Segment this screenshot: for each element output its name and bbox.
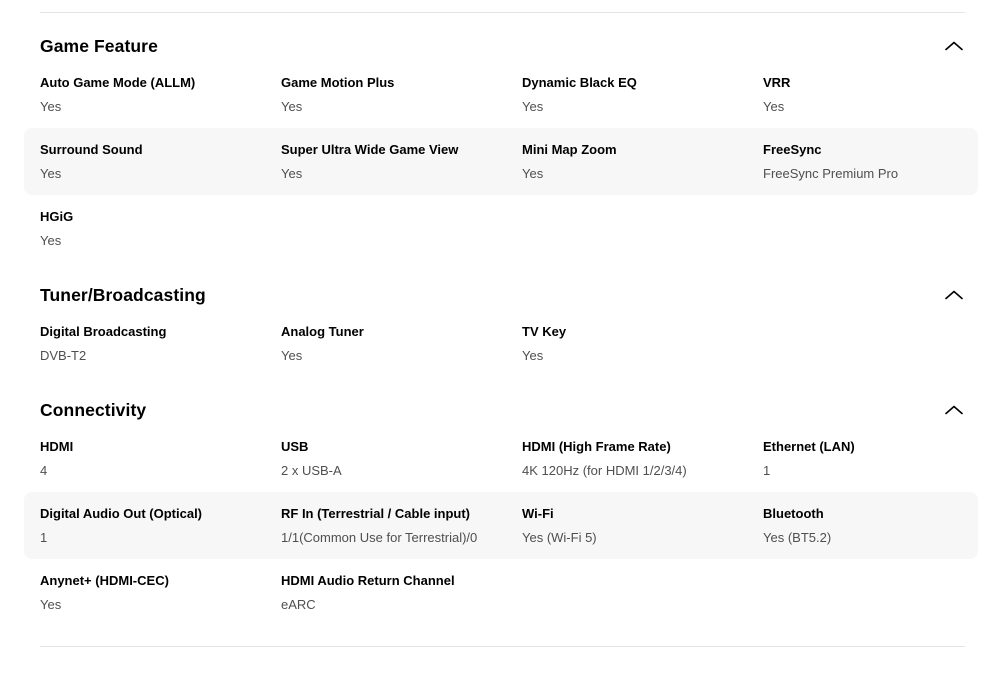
spec-label: Auto Game Mode (ALLM) bbox=[40, 75, 196, 90]
spec-label: Bluetooth bbox=[763, 506, 824, 521]
spec-value: Yes bbox=[522, 348, 544, 363]
spec-item bbox=[281, 439, 522, 479]
spec-item bbox=[522, 75, 763, 115]
spec-value: Yes bbox=[40, 99, 62, 114]
spec-value: Yes bbox=[281, 166, 303, 181]
spec-label: Analog Tuner bbox=[281, 324, 364, 339]
spec-item bbox=[281, 573, 522, 613]
spec-item bbox=[522, 439, 763, 479]
top-divider bbox=[40, 12, 965, 13]
spec-value: 4K 120Hz (for HDMI 1/2/3/4) bbox=[522, 463, 687, 478]
section-header bbox=[40, 397, 965, 423]
spec-item bbox=[281, 506, 522, 546]
spec-item bbox=[281, 324, 522, 364]
spec-value: Yes bbox=[281, 99, 303, 114]
spec-value: DVB-T2 bbox=[40, 348, 87, 363]
spec-value: 2 x USB-A bbox=[281, 463, 342, 478]
bottom-divider bbox=[40, 646, 965, 647]
spec-label: HGiG bbox=[40, 209, 74, 224]
chevron-up-icon bbox=[945, 41, 963, 51]
spec-label: Surround Sound bbox=[40, 142, 143, 157]
section-title: Connectivity bbox=[40, 399, 147, 420]
spec-value: 1 bbox=[763, 463, 771, 478]
spec-label: Mini Map Zoom bbox=[522, 142, 617, 157]
spec-item bbox=[40, 75, 281, 115]
spec-label: Wi-Fi bbox=[522, 506, 554, 521]
spec-label: VRR bbox=[763, 75, 791, 90]
spec-label: HDMI Audio Return Channel bbox=[281, 573, 455, 588]
spec-value: Yes bbox=[281, 348, 303, 363]
section-rows bbox=[24, 425, 978, 626]
spec-value: FreeSync Premium Pro bbox=[763, 166, 899, 181]
spec-item bbox=[40, 142, 281, 182]
spec-row bbox=[24, 425, 978, 492]
spec-label: Ethernet (LAN) bbox=[763, 439, 855, 454]
spec-section bbox=[0, 397, 990, 626]
spec-value: Yes bbox=[522, 166, 544, 181]
chevron-up-icon bbox=[945, 290, 963, 300]
spec-label: TV Key bbox=[522, 324, 567, 339]
spec-item bbox=[763, 439, 978, 479]
spec-item bbox=[522, 324, 763, 364]
spec-item bbox=[40, 506, 281, 546]
spec-row bbox=[24, 195, 978, 262]
spec-item bbox=[763, 142, 978, 182]
spec-label: Digital Broadcasting bbox=[40, 324, 167, 339]
spec-label: Dynamic Black EQ bbox=[522, 75, 637, 90]
spec-section bbox=[0, 282, 990, 377]
spec-row bbox=[24, 559, 978, 626]
spec-label: HDMI (High Frame Rate) bbox=[522, 439, 671, 454]
spec-value: Yes (BT5.2) bbox=[763, 530, 832, 545]
spec-item bbox=[40, 439, 281, 479]
spec-value: Yes bbox=[40, 597, 62, 612]
spec-row bbox=[24, 128, 978, 195]
spec-value: 4 bbox=[40, 463, 48, 478]
spec-label: HDMI bbox=[40, 439, 74, 454]
spec-section bbox=[0, 33, 990, 262]
spec-item bbox=[281, 75, 522, 115]
spec-label: Super Ultra Wide Game View bbox=[281, 142, 459, 157]
spec-label: RF In (Terrestrial / Cable input) bbox=[281, 506, 471, 521]
spec-row bbox=[24, 310, 978, 377]
spec-label: Anynet+ (HDMI-CEC) bbox=[40, 573, 169, 588]
section-collapse-button[interactable] bbox=[943, 39, 965, 53]
spec-label: FreeSync bbox=[763, 142, 822, 157]
spec-value: eARC bbox=[281, 597, 316, 612]
section-header bbox=[40, 33, 965, 59]
spec-item bbox=[522, 142, 763, 182]
spec-item bbox=[40, 209, 281, 249]
spec-value: 1 bbox=[40, 530, 48, 545]
spec-label: Digital Audio Out (Optical) bbox=[40, 506, 203, 521]
spec-value: 1/1(Common Use for Terrestrial)/0 bbox=[281, 530, 478, 545]
section-rows bbox=[24, 61, 978, 262]
spec-label: USB bbox=[281, 439, 309, 454]
spec-row bbox=[24, 492, 978, 559]
spec-sections bbox=[0, 33, 990, 626]
spec-item bbox=[281, 142, 522, 182]
spec-value: Yes bbox=[40, 166, 62, 181]
spec-item bbox=[522, 506, 763, 546]
spec-item bbox=[40, 324, 281, 364]
spec-item bbox=[763, 506, 978, 546]
section-title: Game Feature bbox=[40, 35, 158, 56]
section-collapse-button[interactable] bbox=[943, 288, 965, 302]
chevron-up-icon bbox=[945, 405, 963, 415]
spec-item bbox=[763, 75, 978, 115]
section-collapse-button[interactable] bbox=[943, 403, 965, 417]
section-title: Tuner/Broadcasting bbox=[40, 284, 206, 305]
section-header bbox=[40, 282, 965, 308]
spec-value: Yes bbox=[522, 99, 544, 114]
spec-value: Yes (Wi-Fi 5) bbox=[522, 530, 597, 545]
spec-row bbox=[24, 61, 978, 128]
section-rows bbox=[24, 310, 978, 377]
spec-item bbox=[40, 573, 281, 613]
spec-label: Game Motion Plus bbox=[281, 75, 395, 90]
spec-value: Yes bbox=[763, 99, 785, 114]
spec-value: Yes bbox=[40, 233, 62, 248]
